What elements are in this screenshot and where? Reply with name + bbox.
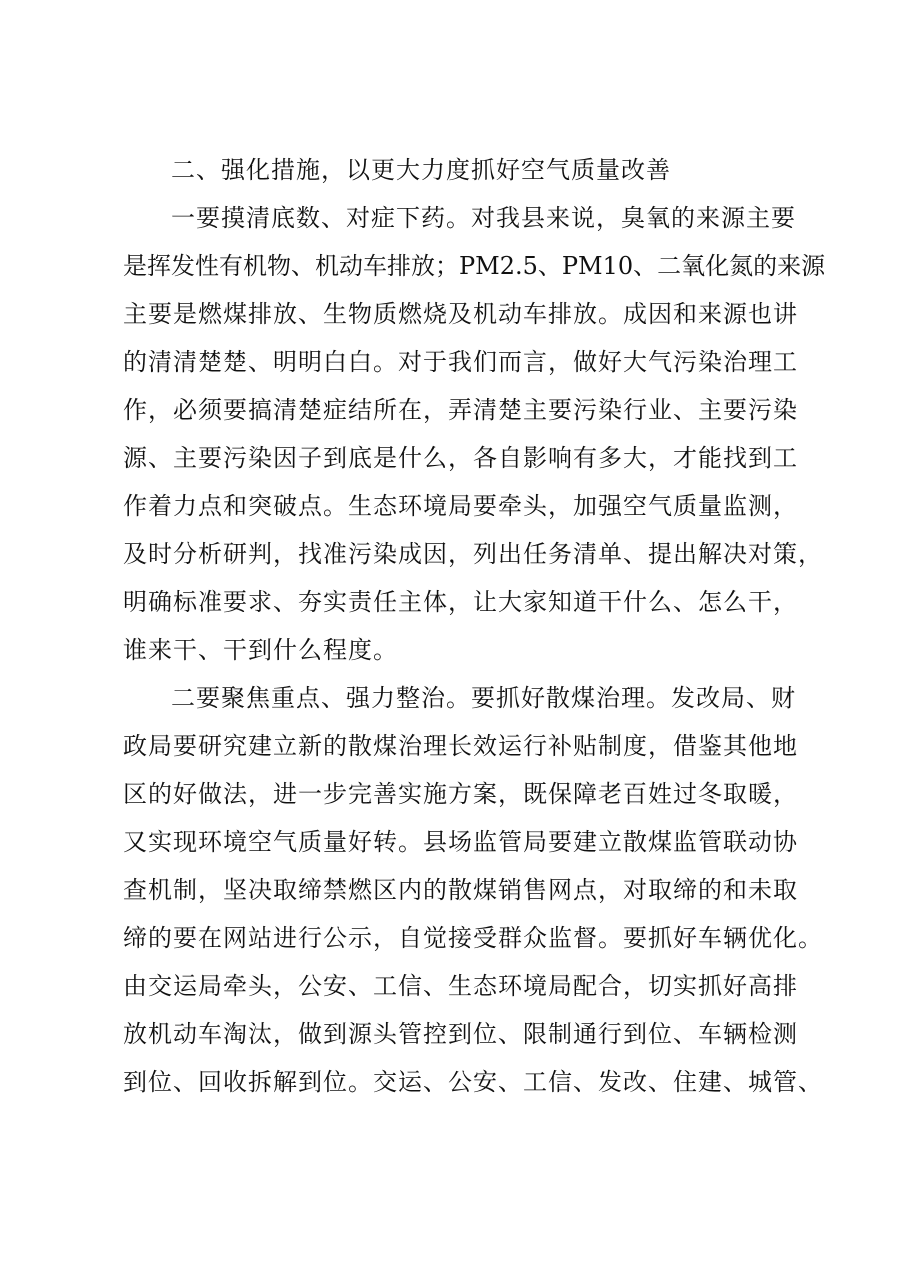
paragraph-2-line: 又实现环境空气质量好转。县场监管局要建立散煤监管联动协 xyxy=(123,828,798,856)
paragraph-1-line: 源、主要污染因子到底是什么，各自影响有多大，才能找到工 xyxy=(123,444,798,472)
paragraph-1-line: 是挥发性有机物、机动车排放；PM2.5、PM10、二氧化氮的来源 xyxy=(123,252,826,280)
paragraph-2-line: 由交运局牵头，公安、工信、生态环境局配合，切实抓好高排 xyxy=(123,972,798,1000)
paragraph-1-line: 的清清楚楚、明明白白。对于我们而言，做好大气污染治理工 xyxy=(123,348,798,376)
paragraph-2-line: 缔的要在网站进行公示，自觉接受群众监督。要抓好车辆优化。 xyxy=(123,924,823,952)
document-page xyxy=(123,146,826,1106)
paragraph-2-line: 二要聚焦重点、强力整治。要抓好散煤治理。发改局、财 xyxy=(171,684,796,712)
paragraph-2-line: 政局要研究建立新的散煤治理长效运行补贴制度，借鉴其他地 xyxy=(123,732,798,760)
paragraph-2 xyxy=(123,674,823,1106)
paragraph-2-line: 放机动车淘汰，做到源头管控到位、限制通行到位、车辆检测 xyxy=(123,1020,798,1048)
paragraph-1-line: 作着力点和突破点。生态环境局要牵头，加强空气质量监测， xyxy=(123,492,798,520)
paragraph-1-line: 明确标准要求、夯实责任主体，让大家知道干什么、怎么干， xyxy=(123,588,798,616)
paragraph-1-line: 主要是燃煤排放、生物质燃烧及机动车排放。成因和来源也讲 xyxy=(123,300,798,328)
paragraph-1 xyxy=(123,194,826,674)
paragraph-1-line: 谁来干、干到什么程度。 xyxy=(123,636,398,664)
paragraph-1-line: 一要摸清底数、对症下药。对我县来说，臭氧的来源主要 xyxy=(171,204,796,232)
section-heading: 二、强化措施，以更大力度抓好空气质量改善 xyxy=(171,156,671,184)
paragraph-2-line: 查机制，坚决取缔禁燃区内的散煤销售网点，对取缔的和未取 xyxy=(123,876,798,904)
paragraph-1-line: 作，必须要搞清楚症结所在，弄清楚主要污染行业、主要污染 xyxy=(123,396,798,424)
paragraph-2-line: 区的好做法，进一步完善实施方案，既保障老百姓过冬取暖， xyxy=(123,780,798,808)
paragraph-2-line: 到位、回收拆解到位。交运、公安、工信、发改、住建、城管、 xyxy=(123,1068,823,1096)
paragraph-1-line: 及时分析研判，找准污染成因，列出任务清单、提出解决对策， xyxy=(123,540,823,568)
